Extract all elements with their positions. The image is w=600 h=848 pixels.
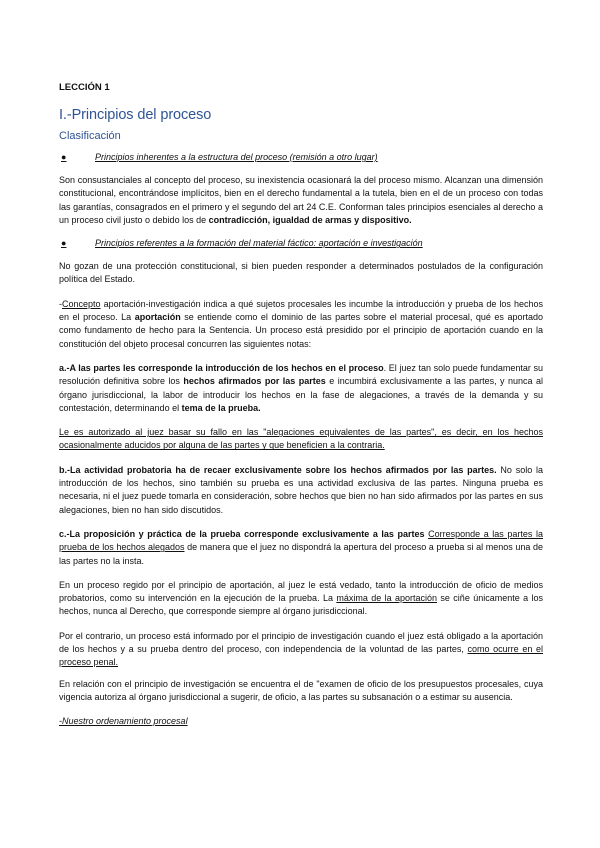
paragraph-nota-b: b.-La actividad probatoria ha de recaer exclusivamente sobre los hechos afirmados por las partes. No solo la introducción de los hechos, sino también su prueba es una actividad exclusiva de las partes. Ninguna prueba es necesaria, ni el juez puede tomarla en consideración, sobre hechos que bien no han sido afirmados por las partes en sus alegaciones, bien no han sido discutidos. bbox=[59, 464, 543, 515]
document-body bbox=[59, 82, 543, 740]
bullet-dot: ● bbox=[61, 152, 67, 162]
paragraph-proceso-aportacion: En un proceso regido por el principio de aportación, al juez le está vedado, tanto la introducción de oficio de medios probatorios, como su intervención en la ejecución de la prueba. La máxima de la aportación se ciñe únicamente a los hechos, nunca al Derecho, que corresponde siempre al órgano jurisdiccional. bbox=[59, 579, 544, 617]
paragraph-investigacion: Por el contrario, un proceso está informado por el principio de investigación cuando el juez está obligado a la aportación de los hechos y a su prueba dentro del proceso, con independencia de la voluntad de las partes, como ocurre en el proceso penal. bbox=[59, 630, 543, 668]
paragraph-proteccion: No gozan de una protección constitucional, si bien pueden responder a determinados postulados de la configuración política del Estado. bbox=[59, 261, 543, 285]
paragraph-concepto: -Concepto aportación-investigación indica a qué sujetos procesales les incumbe la introducción y prueba de los hechos en el proceso. La aportación se entiende como el dominio de las partes sobre el material procesal, qué es aportado como fundamento de hecho para la Sentencia. Un proceso está presidido por el principio de aportación cuando en la constitución del objeto procesal concurren las siguientes notas: bbox=[59, 298, 543, 349]
lesson-title: LECCIÓN 1 bbox=[59, 82, 110, 93]
paragraph-nota-c: c.-La proposición y práctica de la prueba corresponde exclusivamente a las partes Corresponde a las partes la prueba de los hechos alegados de manera que el juez no dispondrá la apertura del proceso a prueba si al menos una de las partes no la insta. bbox=[59, 528, 543, 566]
bullet-text: Principios referentes a la formación del material fáctico: aportación e investigación bbox=[95, 238, 423, 249]
paragraph-alegaciones-equivalentes: Le es autorizado al juez basar su fallo en las "alegaciones equivalentes de las partes", es decir, en los hechos ocasionalmente aducidos por alguna de las partes y que beneficien a la contraria. bbox=[59, 427, 543, 451]
bullet-dot: ● bbox=[61, 238, 67, 249]
paragraph-nota-a: a.-A las partes les corresponde la introducción de los hechos en el proceso. El juez tan solo puede fundamentar su resolución definitiva sobre los hechos afirmados por las partes e incumbirá exclusivamente a las partes, y nunca al órgano jurisdiccional, la labor de introducir los hechos en la fase de alegaciones, a través de la demanda y su contestación, determinando el tema de la prueba. bbox=[59, 362, 543, 413]
heading-clasificacion: Clasificación bbox=[59, 130, 121, 142]
paragraph-ordenamiento: -Nuestro ordenamiento procesal bbox=[59, 716, 188, 727]
bullet-item-inherentes bbox=[59, 152, 543, 162]
bullet-text: Principios inherentes a la estructura del proceso (remisión a otro lugar) bbox=[95, 152, 378, 162]
bullet-item-material-factico bbox=[59, 238, 543, 248]
paragraph-consustanciales: Son consustanciales al concepto del proceso, su inexistencia ocasionará la del proceso mismo. Alcanzan una dimensión constitucional, encontrándose implícitos, bien en el derecho fundamental a la tutela, bien en el de un proceso con todas las garantías, consagrados en el primero y el segundo del art 24 C.E. Conforman tales principios esenciales al derecho a un proceso civil justo o debido los de contradicción, igualdad de armas y dispositivo. bbox=[59, 175, 543, 225]
paragraph-examen-oficio: En relación con el principio de investigación se encuentra el de "examen de oficio de los presupuestos procesales, cuya vigencia autoriza al órgano jurisdiccional a sugerir, de oficio, a las partes su subsanación o a estimar su ausencia. bbox=[59, 678, 543, 702]
heading-principios: I.-Principios del proceso bbox=[59, 107, 212, 123]
